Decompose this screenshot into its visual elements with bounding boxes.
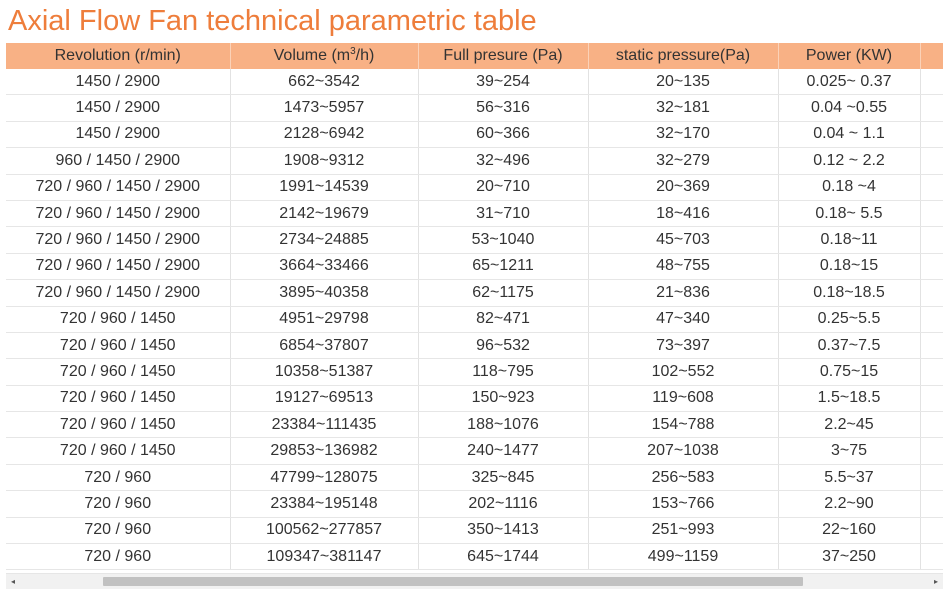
table-row (6, 174, 943, 200)
cell-full-pressure: 62~1175 (418, 280, 588, 306)
table-header-row (6, 43, 943, 69)
cell-static-pressure: 153~766 (588, 491, 778, 517)
table-row (6, 69, 943, 95)
cell-static-pressure: 20~369 (588, 174, 778, 200)
cell-volume: 3664~33466 (230, 253, 418, 279)
cell-full-pressure: 60~366 (418, 121, 588, 147)
cell-overflow (920, 438, 943, 464)
cell-volume: 10358~51387 (230, 359, 418, 385)
cell-power: 0.04 ~ 1.1 (778, 121, 920, 147)
cell-overflow (920, 517, 943, 543)
cell-power: 0.37~7.5 (778, 332, 920, 358)
cell-volume: 23384~195148 (230, 491, 418, 517)
parametric-table (6, 43, 943, 570)
cell-overflow (920, 200, 943, 226)
cell-volume: 19127~69513 (230, 385, 418, 411)
cell-power: 0.25~5.5 (778, 306, 920, 332)
cell-volume: 100562~277857 (230, 517, 418, 543)
table-row (6, 95, 943, 121)
cell-static-pressure: 20~135 (588, 69, 778, 95)
cell-overflow (920, 306, 943, 332)
cell-power: 37~250 (778, 544, 920, 570)
scroll-right-arrow-icon[interactable]: ▸ (933, 577, 938, 586)
cell-power: 22~160 (778, 517, 920, 543)
cell-revolution: 720 / 960 / 1450 (6, 412, 230, 438)
column-header-overflow (920, 43, 943, 69)
cell-revolution: 720 / 960 / 1450 / 2900 (6, 174, 230, 200)
cell-overflow (920, 227, 943, 253)
cell-volume: 1908~9312 (230, 148, 418, 174)
cell-revolution: 720 / 960 / 1450 / 2900 (6, 280, 230, 306)
table-body (6, 69, 943, 570)
horizontal-scrollbar[interactable] (6, 573, 943, 589)
cell-revolution: 720 / 960 (6, 464, 230, 490)
cell-revolution: 720 / 960 / 1450 (6, 332, 230, 358)
cell-full-pressure: 31~710 (418, 200, 588, 226)
scrollbar-thumb[interactable] (103, 577, 803, 586)
cell-revolution: 1450 / 2900 (6, 69, 230, 95)
table-row (6, 438, 943, 464)
cell-full-pressure: 32~496 (418, 148, 588, 174)
cell-static-pressure: 48~755 (588, 253, 778, 279)
cell-static-pressure: 18~416 (588, 200, 778, 226)
cell-static-pressure: 47~340 (588, 306, 778, 332)
cell-full-pressure: 96~532 (418, 332, 588, 358)
cell-power: 0.025~ 0.37 (778, 69, 920, 95)
cell-full-pressure: 53~1040 (418, 227, 588, 253)
volume-header-prefix: Volume (m (273, 47, 351, 64)
cell-full-pressure: 82~471 (418, 306, 588, 332)
cell-overflow (920, 253, 943, 279)
volume-header-superscript: 3 (350, 46, 356, 57)
cell-volume: 662~3542 (230, 69, 418, 95)
cell-static-pressure: 73~397 (588, 332, 778, 358)
cell-revolution: 720 / 960 / 1450 / 2900 (6, 227, 230, 253)
cell-revolution: 720 / 960 / 1450 (6, 438, 230, 464)
cell-volume: 1991~14539 (230, 174, 418, 200)
column-header-static-pressure: static pressure(Pa) (588, 43, 778, 69)
cell-revolution: 720 / 960 / 1450 (6, 306, 230, 332)
cell-static-pressure: 102~552 (588, 359, 778, 385)
cell-power: 0.18~ 5.5 (778, 200, 920, 226)
cell-revolution: 720 / 960 (6, 544, 230, 570)
cell-overflow (920, 121, 943, 147)
cell-power: 2.2~90 (778, 491, 920, 517)
cell-overflow (920, 174, 943, 200)
cell-overflow (920, 491, 943, 517)
cell-volume: 2734~24885 (230, 227, 418, 253)
cell-full-pressure: 39~254 (418, 69, 588, 95)
column-header-revolution: Revolution (r/min) (6, 43, 230, 69)
table-row (6, 148, 943, 174)
cell-full-pressure: 20~710 (418, 174, 588, 200)
cell-power: 0.18 ~4 (778, 174, 920, 200)
cell-static-pressure: 499~1159 (588, 544, 778, 570)
volume-header-suffix: /h) (355, 47, 375, 64)
cell-volume: 6854~37807 (230, 332, 418, 358)
cell-power: 0.12 ~ 2.2 (778, 148, 920, 174)
cell-revolution: 1450 / 2900 (6, 95, 230, 121)
cell-overflow (920, 332, 943, 358)
cell-full-pressure: 325~845 (418, 464, 588, 490)
cell-static-pressure: 256~583 (588, 464, 778, 490)
table-row (6, 359, 943, 385)
cell-power: 0.04 ~0.55 (778, 95, 920, 121)
cell-volume: 29853~136982 (230, 438, 418, 464)
table-row (6, 227, 943, 253)
cell-revolution: 720 / 960 / 1450 (6, 385, 230, 411)
cell-overflow (920, 464, 943, 490)
cell-revolution: 720 / 960 (6, 517, 230, 543)
cell-volume: 23384~111435 (230, 412, 418, 438)
table-row (6, 253, 943, 279)
cell-overflow (920, 280, 943, 306)
column-header-full-pressure: Full presure (Pa) (418, 43, 588, 69)
cell-full-pressure: 65~1211 (418, 253, 588, 279)
table-row (6, 332, 943, 358)
table-row (6, 121, 943, 147)
cell-power: 1.5~18.5 (778, 385, 920, 411)
cell-power: 0.18~18.5 (778, 280, 920, 306)
cell-revolution: 720 / 960 (6, 491, 230, 517)
cell-volume: 4951~29798 (230, 306, 418, 332)
cell-static-pressure: 251~993 (588, 517, 778, 543)
cell-overflow (920, 148, 943, 174)
cell-static-pressure: 154~788 (588, 412, 778, 438)
cell-volume: 3895~40358 (230, 280, 418, 306)
cell-full-pressure: 350~1413 (418, 517, 588, 543)
table-row (6, 491, 943, 517)
cell-overflow (920, 95, 943, 121)
cell-volume: 47799~128075 (230, 464, 418, 490)
cell-overflow (920, 69, 943, 95)
table-row (6, 412, 943, 438)
cell-power: 2.2~45 (778, 412, 920, 438)
cell-overflow (920, 359, 943, 385)
cell-revolution: 720 / 960 / 1450 / 2900 (6, 200, 230, 226)
table-row (6, 200, 943, 226)
cell-overflow (920, 544, 943, 570)
table-row (6, 306, 943, 332)
cell-static-pressure: 45~703 (588, 227, 778, 253)
scroll-left-arrow-icon[interactable]: ◂ (10, 577, 15, 586)
cell-power: 0.18~15 (778, 253, 920, 279)
cell-full-pressure: 188~1076 (418, 412, 588, 438)
cell-full-pressure: 202~1116 (418, 491, 588, 517)
cell-static-pressure: 119~608 (588, 385, 778, 411)
cell-static-pressure: 32~170 (588, 121, 778, 147)
cell-power: 3~75 (778, 438, 920, 464)
cell-volume: 109347~381147 (230, 544, 418, 570)
cell-full-pressure: 645~1744 (418, 544, 588, 570)
column-header-power: Power (KW) (778, 43, 920, 69)
cell-volume: 2128~6942 (230, 121, 418, 147)
cell-static-pressure: 32~181 (588, 95, 778, 121)
cell-revolution: 720 / 960 / 1450 / 2900 (6, 253, 230, 279)
cell-full-pressure: 56~316 (418, 95, 588, 121)
cell-full-pressure: 240~1477 (418, 438, 588, 464)
table-row (6, 544, 943, 570)
cell-power: 5.5~37 (778, 464, 920, 490)
table-row (6, 517, 943, 543)
cell-power: 0.18~11 (778, 227, 920, 253)
cell-static-pressure: 207~1038 (588, 438, 778, 464)
column-header-volume (230, 43, 418, 69)
cell-static-pressure: 32~279 (588, 148, 778, 174)
cell-volume: 2142~19679 (230, 200, 418, 226)
cell-static-pressure: 21~836 (588, 280, 778, 306)
table-row (6, 385, 943, 411)
cell-revolution: 960 / 1450 / 2900 (6, 148, 230, 174)
cell-full-pressure: 118~795 (418, 359, 588, 385)
cell-revolution: 720 / 960 / 1450 (6, 359, 230, 385)
parametric-table-container[interactable] (6, 43, 943, 573)
cell-overflow (920, 385, 943, 411)
cell-volume: 1473~5957 (230, 95, 418, 121)
cell-overflow (920, 412, 943, 438)
table-row (6, 464, 943, 490)
table-row (6, 280, 943, 306)
cell-revolution: 1450 / 2900 (6, 121, 230, 147)
cell-power: 0.75~15 (778, 359, 920, 385)
cell-full-pressure: 150~923 (418, 385, 588, 411)
page-title: Axial Flow Fan technical parametric table (8, 5, 537, 37)
